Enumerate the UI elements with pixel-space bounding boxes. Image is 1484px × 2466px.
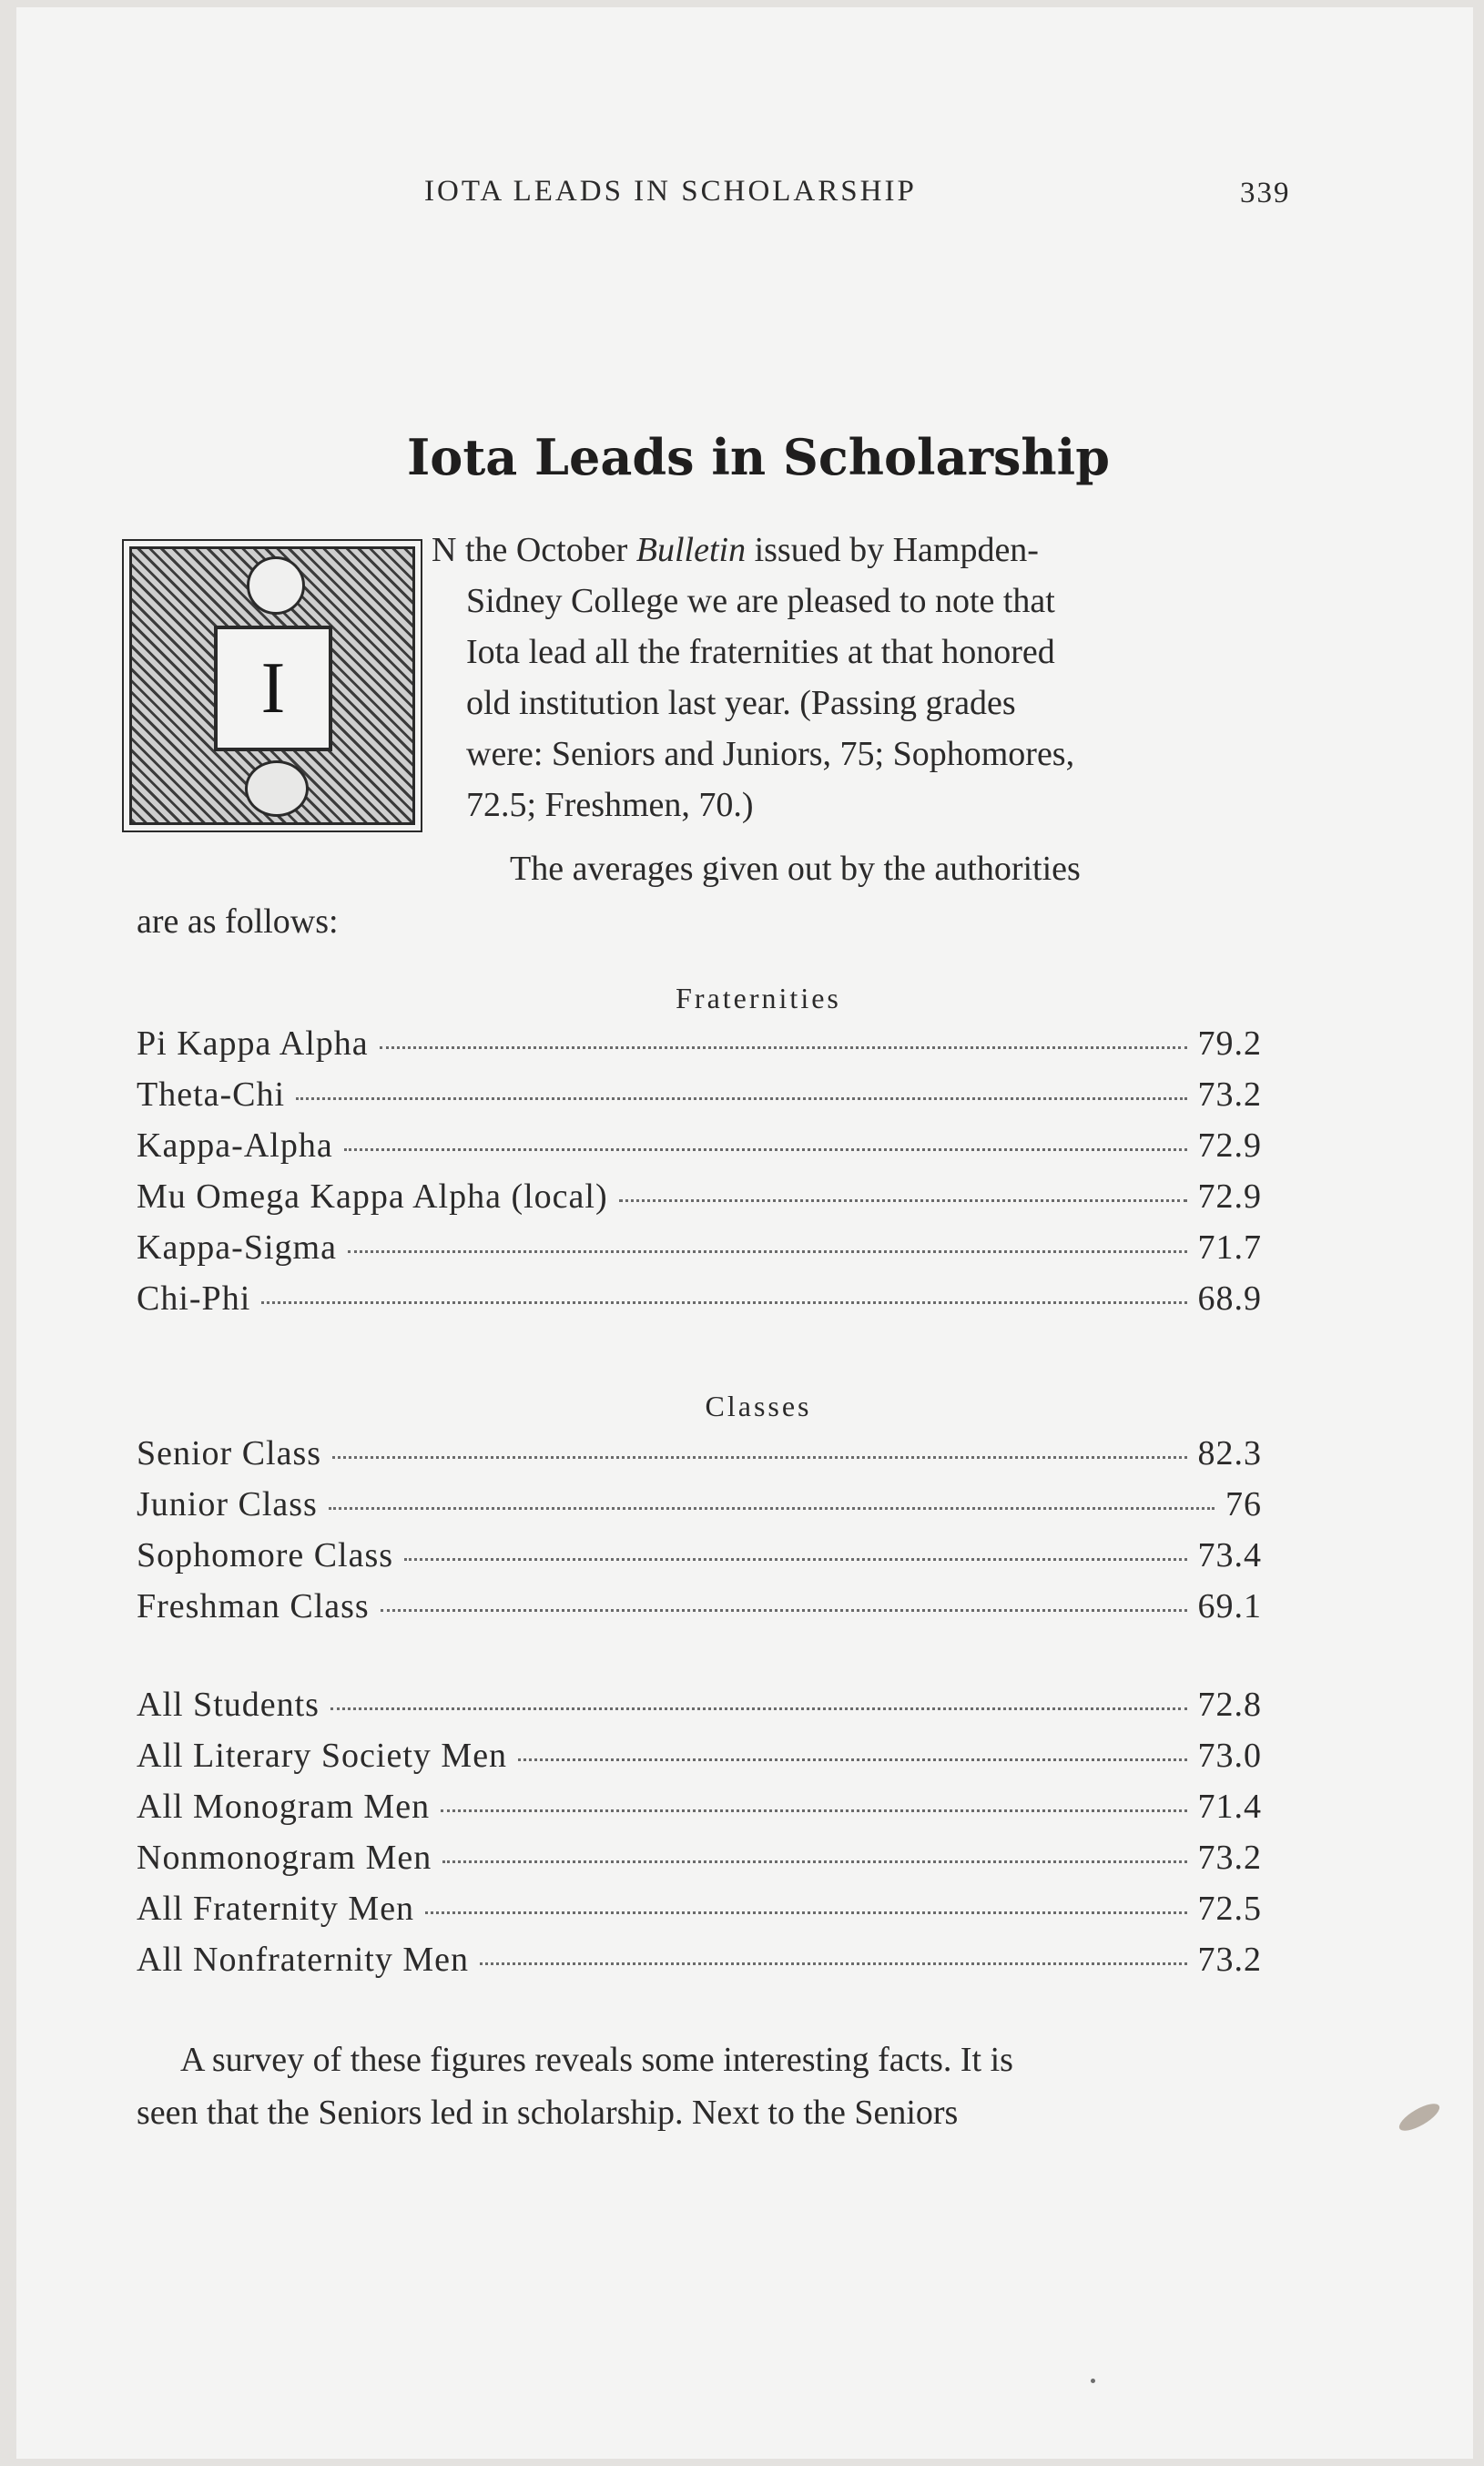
dot-leader xyxy=(332,1456,1186,1459)
row-label: Sophomore Class xyxy=(137,1536,394,1574)
dot-leader xyxy=(518,1758,1186,1761)
row-label: Pi Kappa Alpha xyxy=(137,1024,369,1063)
row-score: 73.2 xyxy=(1197,1839,1262,1877)
paper-stain xyxy=(1396,2099,1443,2136)
dot-leader xyxy=(619,1199,1187,1202)
row-score: 71.7 xyxy=(1197,1228,1262,1267)
averages-intro-line-1: The averages given out by the authorities xyxy=(510,850,1081,888)
row-score: 73.2 xyxy=(1197,1941,1262,1979)
dot-leader xyxy=(344,1148,1187,1151)
page-number: 339 xyxy=(1240,177,1291,209)
row-label: All Students xyxy=(137,1686,320,1724)
row-score: 79.2 xyxy=(1197,1024,1262,1063)
row-score: 73.0 xyxy=(1197,1737,1262,1775)
row-label: Mu Omega Kappa Alpha (local) xyxy=(137,1177,608,1216)
intro-line-5: were: Seniors and Juniors, 75; Sophomores, xyxy=(466,735,1075,773)
row-score: 82.3 xyxy=(1197,1434,1262,1472)
group-row xyxy=(137,1940,1262,1985)
dot-leader xyxy=(296,1097,1186,1100)
closing-line-2: seen that the Seniors led in scholarship. Next to the Seniors xyxy=(137,2094,959,2132)
fraternity-row xyxy=(137,1126,1262,1171)
drop-cap-frame xyxy=(214,626,332,751)
row-label: Theta-Chi xyxy=(137,1075,286,1114)
intro-line-2: Sidney College we are pleased to note that xyxy=(466,582,1055,620)
article-title: Iota Leads in Scholarship xyxy=(407,428,1110,486)
row-score: 72.9 xyxy=(1197,1126,1262,1165)
row-label: Nonmonogram Men xyxy=(137,1839,432,1877)
rose-ornament-icon xyxy=(245,760,309,817)
row-score: 68.9 xyxy=(1197,1279,1262,1318)
dot-leader xyxy=(380,1046,1187,1049)
class-row xyxy=(137,1484,1262,1530)
drop-cap-letter: I xyxy=(260,647,286,729)
row-score: 72.5 xyxy=(1197,1890,1262,1928)
intro-line-3: Iota lead all the fraternities at that honored xyxy=(466,633,1055,671)
fraternity-row xyxy=(137,1177,1262,1222)
row-label: Senior Class xyxy=(137,1434,322,1472)
row-score: 72.8 xyxy=(1197,1686,1262,1724)
fraternity-row xyxy=(137,1279,1262,1324)
paper-speck xyxy=(1091,2379,1095,2383)
row-score: 69.1 xyxy=(1197,1587,1262,1625)
row-score: 71.4 xyxy=(1197,1788,1262,1826)
dot-leader xyxy=(330,1707,1187,1710)
class-row xyxy=(137,1586,1262,1632)
running-head: IOTA LEADS IN SCHOLARSHIP xyxy=(424,175,917,208)
row-label: Kappa-Sigma xyxy=(137,1228,337,1267)
dot-leader xyxy=(404,1558,1186,1561)
classes-heading: Classes xyxy=(705,1390,812,1422)
row-label: All Nonfraternity Men xyxy=(137,1941,470,1979)
row-label: Junior Class xyxy=(137,1485,318,1523)
row-label: Chi-Phi xyxy=(137,1279,251,1318)
cherub-ornament-icon xyxy=(247,556,305,615)
class-row xyxy=(137,1433,1262,1479)
row-score: 73.2 xyxy=(1197,1075,1262,1114)
fraternity-row xyxy=(137,1228,1262,1273)
dot-leader xyxy=(442,1860,1186,1863)
row-label: All Monogram Men xyxy=(137,1788,431,1826)
dot-leader xyxy=(261,1301,1186,1304)
fraternities-heading: Fraternities xyxy=(676,982,841,1014)
dot-leader xyxy=(480,1962,1186,1965)
averages-intro-line-2: are as follows: xyxy=(137,902,339,941)
group-row xyxy=(137,1736,1262,1781)
closing-line-1: A survey of these figures reveals some interesting facts. It is xyxy=(180,2041,1013,2079)
intro-line-1: N the October Bulletin issued by Hampden- xyxy=(432,531,1039,569)
intro-line-4: old institution last year. (Passing grades xyxy=(466,684,1016,722)
row-score: 73.4 xyxy=(1197,1536,1262,1574)
fraternity-row xyxy=(137,1075,1262,1120)
row-label: All Literary Society Men xyxy=(137,1737,508,1775)
dot-leader xyxy=(441,1809,1186,1812)
row-label: Freshman Class xyxy=(137,1587,370,1625)
group-row xyxy=(137,1889,1262,1934)
row-score: 76 xyxy=(1225,1485,1262,1523)
book-page xyxy=(16,7,1473,2459)
class-row xyxy=(137,1535,1262,1581)
fraternity-row xyxy=(137,1024,1262,1069)
intro-line-6: 72.5; Freshmen, 70.) xyxy=(466,786,754,824)
group-row xyxy=(137,1685,1262,1730)
row-label: All Fraternity Men xyxy=(137,1890,415,1928)
group-row xyxy=(137,1787,1262,1832)
row-score: 72.9 xyxy=(1197,1177,1262,1216)
row-label: Kappa-Alpha xyxy=(137,1126,333,1165)
dot-leader xyxy=(329,1507,1215,1510)
ornamental-drop-cap xyxy=(129,546,415,825)
group-row xyxy=(137,1838,1262,1883)
dot-leader xyxy=(381,1609,1187,1612)
dot-leader xyxy=(348,1250,1187,1253)
dot-leader xyxy=(425,1911,1186,1914)
